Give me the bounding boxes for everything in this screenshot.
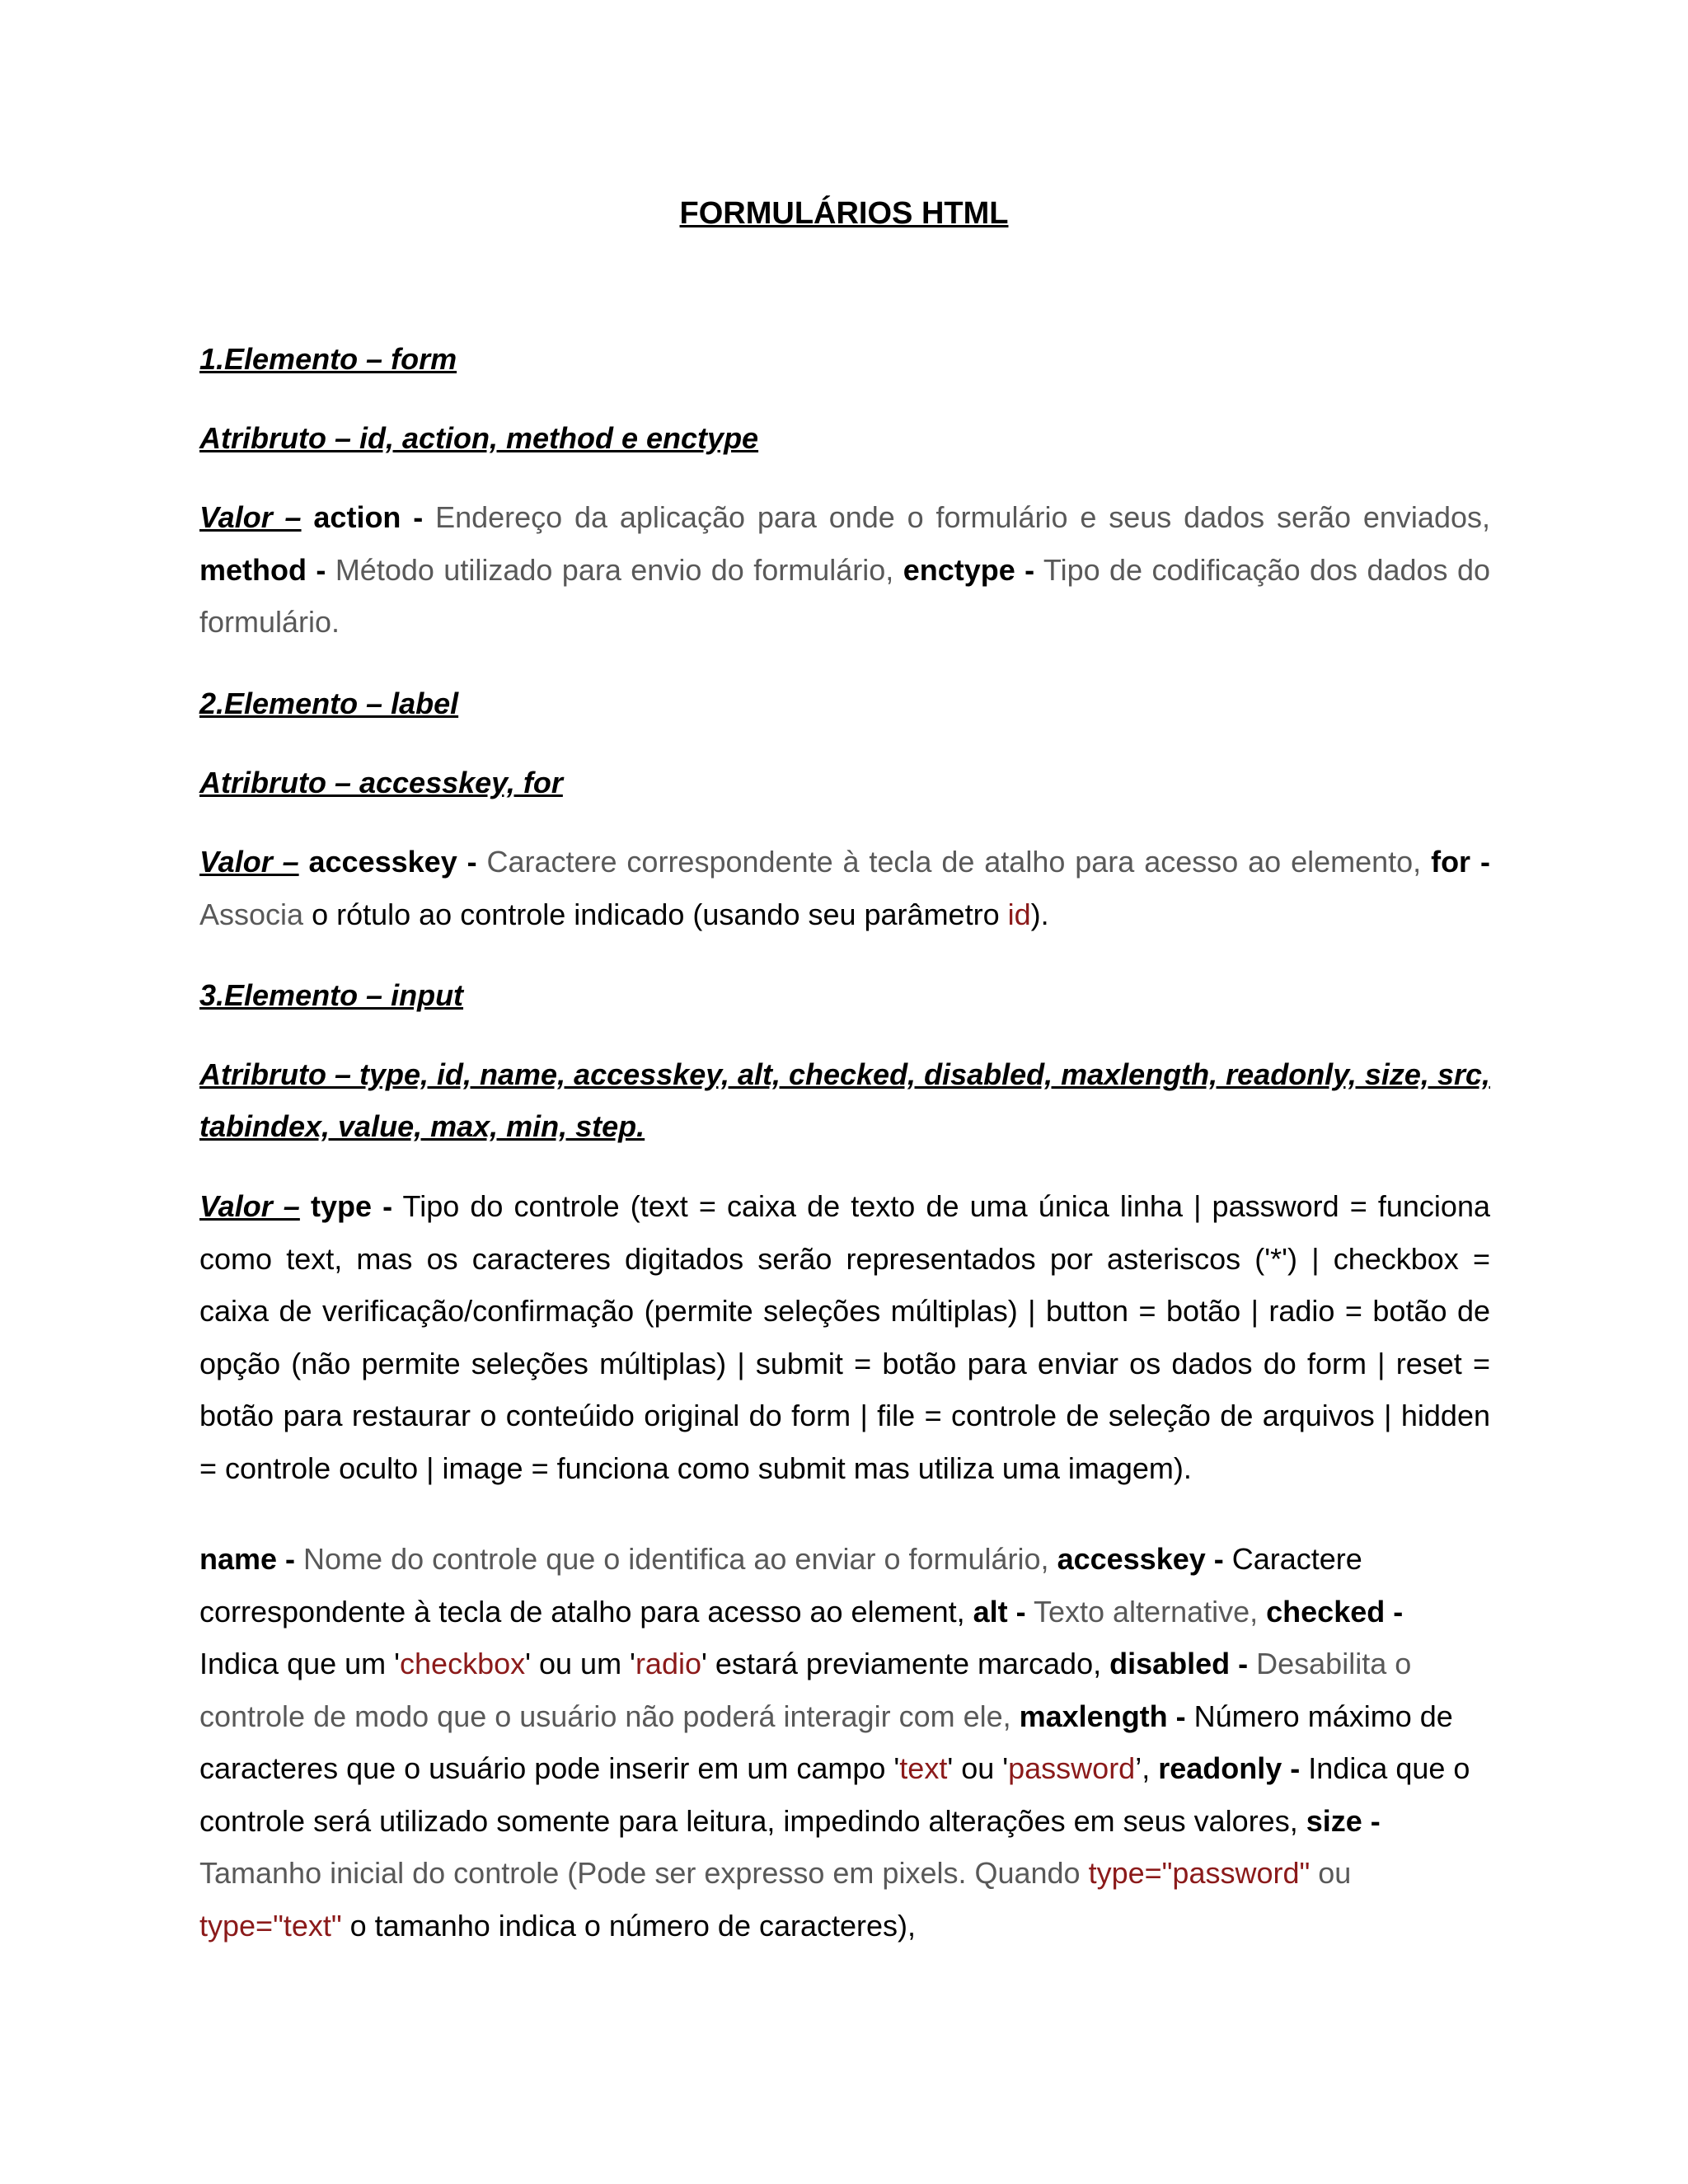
section-1-attributes: Atribruto – id, action, method e enctype: [199, 421, 759, 455]
term-for: for: [1431, 845, 1471, 879]
term-size: size -: [1306, 1803, 1381, 1838]
section-1-value-paragraph: Valor – action - Endereço da aplicação para onde o formulário e seus dados serão enviados, method - Método utilizado para envio do formulário, enctype - Tipo de codificação dos dados do formulário.: [199, 500, 1491, 639]
term-disabled: disabled -: [1109, 1647, 1249, 1680]
value-label: Valor –: [199, 500, 302, 534]
code-checkbox: checkbox: [400, 1647, 526, 1680]
term-action: action -: [313, 500, 424, 534]
term-readonly: readonly -: [1158, 1751, 1301, 1785]
section-2-value-paragraph: Valor – accesskey - Caractere correspondente à tecla de atalho para acesso ao elemento, for - Associa o rótulo ao controle indicado (usando seu parâmetro id).: [199, 845, 1490, 931]
term-alt: alt -: [973, 1594, 1026, 1629]
term-name: name -: [199, 1542, 296, 1576]
term-checked: checked -: [1266, 1594, 1404, 1629]
page-title: FORMULÁRIOS HTML: [679, 196, 1009, 231]
section-3-attributes-paragraph: name - Nome do controle que o identifica ao enviar o formulário, accesskey - Caractere correspondente à tecla de atalho para acesso ao element, alt - Texto alternative, checked - Indica que um 'checkbox' ou um 'radio' estará previamente marcado, disabled - Desabilita o controle de modo que o usuário não poderá interagir com ele, maxlength - Número máximo de caracteres que o usuário pode inserir em um campo 'text' ou 'password’, readonly - Indica que o controle será utilizado somente para leitura, impedindo alterações em seus valores, size - Tamanho inicial do controle (Pode ser expresso em pixels. Quando type="password" ou type="text" o tamanho indica o número de caracteres),: [199, 1542, 1470, 1943]
code-type-text: type="text": [199, 1908, 342, 1943]
code-text: text: [899, 1751, 948, 1785]
value-label: Valor –: [199, 1189, 300, 1223]
term-type: type -: [310, 1189, 393, 1223]
term-enctype: enctype -: [903, 552, 1035, 587]
term-accesskey: accesskey -: [1057, 1542, 1224, 1576]
section-2-attributes: Atribruto – accesskey, for: [199, 766, 563, 799]
term-method: method -: [199, 552, 326, 587]
section-2-heading: 2.Elemento – label: [199, 687, 459, 720]
term-maxlength: maxlength -: [1019, 1699, 1186, 1733]
section-3-heading: 3.Elemento – input: [199, 978, 464, 1012]
section-3-attributes: Atribruto – type, id, name, accesskey, alt, checked, disabled, maxlength, readonly, size, src, tabindex, value, max, min, step.: [199, 1057, 1490, 1143]
code-id: id: [1007, 897, 1031, 931]
section-3-type-paragraph: Valor – type - Tipo do controle (text = caixa de texto de uma única linha | password = funciona como text, mas os caracteres digitados serão representados por asteriscos ('*') | checkbox = caixa de verificação/confirmação (permite seleções múltiplas) | button = botão | radio = botão de opção (não permite seleções múltiplas) | submit = botão para enviar os dados do form | reset = botão para restaurar o conteúido original do form | file = controle de seleção de arquivos | hidden = controle oculto | image = funciona como submit mas utiliza uma imagem).: [199, 1189, 1490, 1485]
term-accesskey: accesskey -: [308, 845, 477, 879]
code-radio: radio: [635, 1647, 701, 1680]
code-password: password: [1008, 1751, 1136, 1785]
value-label: Valor –: [199, 845, 299, 879]
code-type-password: type="password": [1088, 1856, 1311, 1890]
section-1-heading: 1.Elemento – form: [199, 342, 457, 376]
